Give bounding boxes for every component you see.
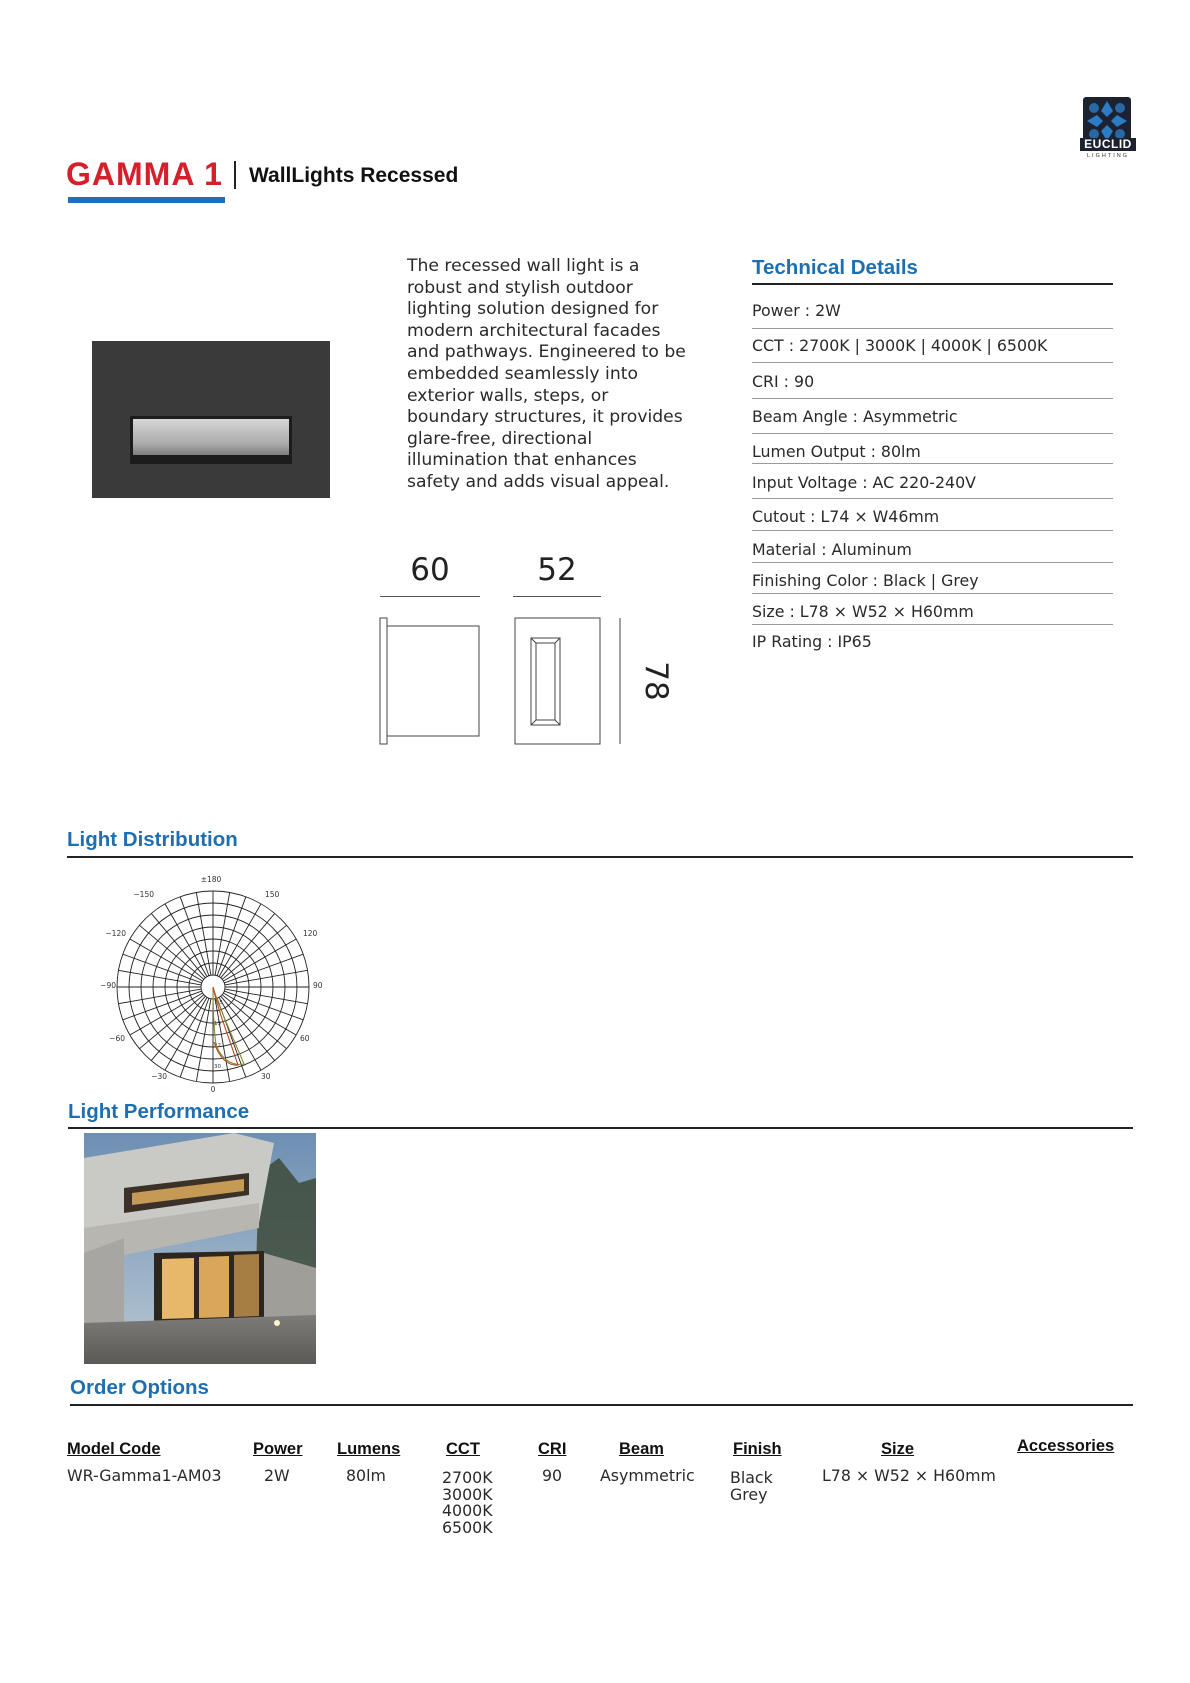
radial-label-1: 7.5 <box>214 1000 223 1006</box>
angle-label-bl: −30 <box>151 1072 167 1081</box>
dimension-drawing <box>375 610 675 760</box>
radial-label-3: 22 <box>214 1043 221 1049</box>
dimension-depth: 60 <box>410 552 450 588</box>
order-header-beam: Beam <box>619 1440 664 1458</box>
brand-subtitle: LIGHTING <box>1087 153 1129 159</box>
order-model-code: WR-Gamma1-AM03 <box>67 1466 222 1485</box>
tech-row-cutout: Cutout : L74 × W46mm <box>752 507 1113 526</box>
product-description: The recessed wall light is a robust and stylish outdoor lighting solution designed for modern architectural facades and pathways. Engineered to be embedded seamlessly into exterior walls, steps, or boundary structures, it provides glare-free, directional illumination that enhances safety and adds visual appeal. <box>407 256 686 492</box>
angle-label-bottom: 0 <box>210 1085 216 1094</box>
order-cct-value: 4000K <box>442 1501 493 1520</box>
order-size: L78 × W52 × H60mm <box>822 1466 996 1485</box>
dimension-height: 78 <box>638 661 674 701</box>
order-cct-list <box>442 1470 493 1536</box>
order-cct-value: 3000K <box>442 1484 493 1504</box>
light-performance-rule <box>68 1127 1133 1129</box>
polar-grid-spoke <box>221 913 275 977</box>
order-cct-value: 2700K <box>442 1468 493 1487</box>
product-name: GAMMA 1 <box>66 156 223 192</box>
order-cri: 90 <box>542 1466 563 1485</box>
angle-label-ll: −60 <box>109 1034 125 1043</box>
dimension-line-width <box>513 596 601 597</box>
tech-row-ip-rating: IP Rating : IP65 <box>752 632 872 651</box>
product-lens <box>133 419 289 455</box>
brand-name: EUCLID <box>1080 138 1136 151</box>
polar-grid-spoke <box>224 991 303 1020</box>
order-header-lumens: Lumens <box>337 1440 401 1458</box>
polar-grid-spoke <box>151 996 205 1060</box>
order-header-cri: CRI <box>538 1440 567 1458</box>
polar-grid-spoke <box>123 991 202 1020</box>
tech-row-material: Material : Aluminum <box>752 540 1113 559</box>
tech-row-cri: CRI : 90 <box>752 372 1113 391</box>
order-options-rule <box>70 1404 1133 1406</box>
order-header-cct: CCT <box>446 1440 480 1458</box>
angle-label-br: 30 <box>261 1072 271 1081</box>
order-header-accessories: Accessories <box>1017 1437 1115 1455</box>
radial-label-2: 15 <box>214 1021 221 1027</box>
light-distribution-rule <box>67 856 1133 858</box>
product-category: WallLights Recessed <box>249 164 459 187</box>
polar-grid-spoke <box>224 954 303 983</box>
tech-row-power: Power : 2W <box>752 301 1113 320</box>
polar-diagram <box>92 870 332 1095</box>
tech-row-finishing-color: Finishing Color : Black | Grey <box>752 571 1113 590</box>
polar-grid-spoke <box>123 954 202 983</box>
dimension-line-depth <box>380 596 480 597</box>
product-photo <box>92 341 330 498</box>
order-header-power: Power <box>253 1440 303 1458</box>
light-performance-photo <box>84 1133 316 1364</box>
polar-grid-spoke <box>180 897 209 976</box>
tech-row-size: Size : L78 × W52 × H60mm <box>752 602 1113 621</box>
polar-grid-spoke <box>151 913 205 977</box>
polar-grid-spoke <box>222 995 286 1049</box>
order-lumens: 80lm <box>346 1466 386 1485</box>
order-header-size: Size <box>881 1440 915 1458</box>
title-separator <box>234 161 236 189</box>
polar-grid-spoke <box>139 995 203 1049</box>
light-performance-title: Light Performance <box>68 1100 250 1123</box>
polar-grid-spoke <box>180 998 209 1077</box>
order-header-finish: Finish <box>733 1440 782 1458</box>
order-finish-value: Black <box>730 1468 773 1487</box>
polar-grid-spoke <box>222 925 286 979</box>
order-finish-value: Grey <box>730 1484 768 1504</box>
technical-details-rule <box>752 283 1113 285</box>
tech-row-lumen-output: Lumen Output : 80lm <box>752 442 1113 461</box>
angle-label-tr: 150 <box>265 890 280 899</box>
order-cct-value: 6500K <box>442 1517 493 1537</box>
order-power: 2W <box>264 1466 290 1485</box>
order-header-model-code: Model Code <box>67 1440 161 1458</box>
radial-label-4: 30 <box>214 1064 221 1070</box>
dimension-width: 52 <box>537 552 577 588</box>
tech-row-beam-angle: Beam Angle : Asymmetric <box>752 407 1113 426</box>
light-distribution-title: Light Distribution <box>67 828 238 851</box>
angle-label-ur: 120 <box>303 929 318 938</box>
order-beam: Asymmetric <box>600 1466 695 1485</box>
angle-label-ul: −120 <box>105 929 126 938</box>
angle-label-l: −90 <box>100 981 116 990</box>
angle-label-top: ±180 <box>200 875 222 884</box>
angle-label-lr: 60 <box>300 1034 310 1043</box>
technical-details-title: Technical Details <box>752 256 918 279</box>
title-underline <box>68 197 225 203</box>
angle-label-tl: −150 <box>133 890 154 899</box>
polar-grid-spoke <box>217 897 246 976</box>
angle-label-r: 90 <box>313 981 323 990</box>
order-options-title: Order Options <box>70 1376 209 1399</box>
tech-row-input-voltage: Input Voltage : AC 220-240V <box>752 473 1113 492</box>
order-finish-list <box>730 1470 773 1503</box>
polar-grid-spoke <box>139 925 203 979</box>
tech-row-cct: CCT : 2700K | 3000K | 4000K | 6500K <box>752 336 1113 355</box>
